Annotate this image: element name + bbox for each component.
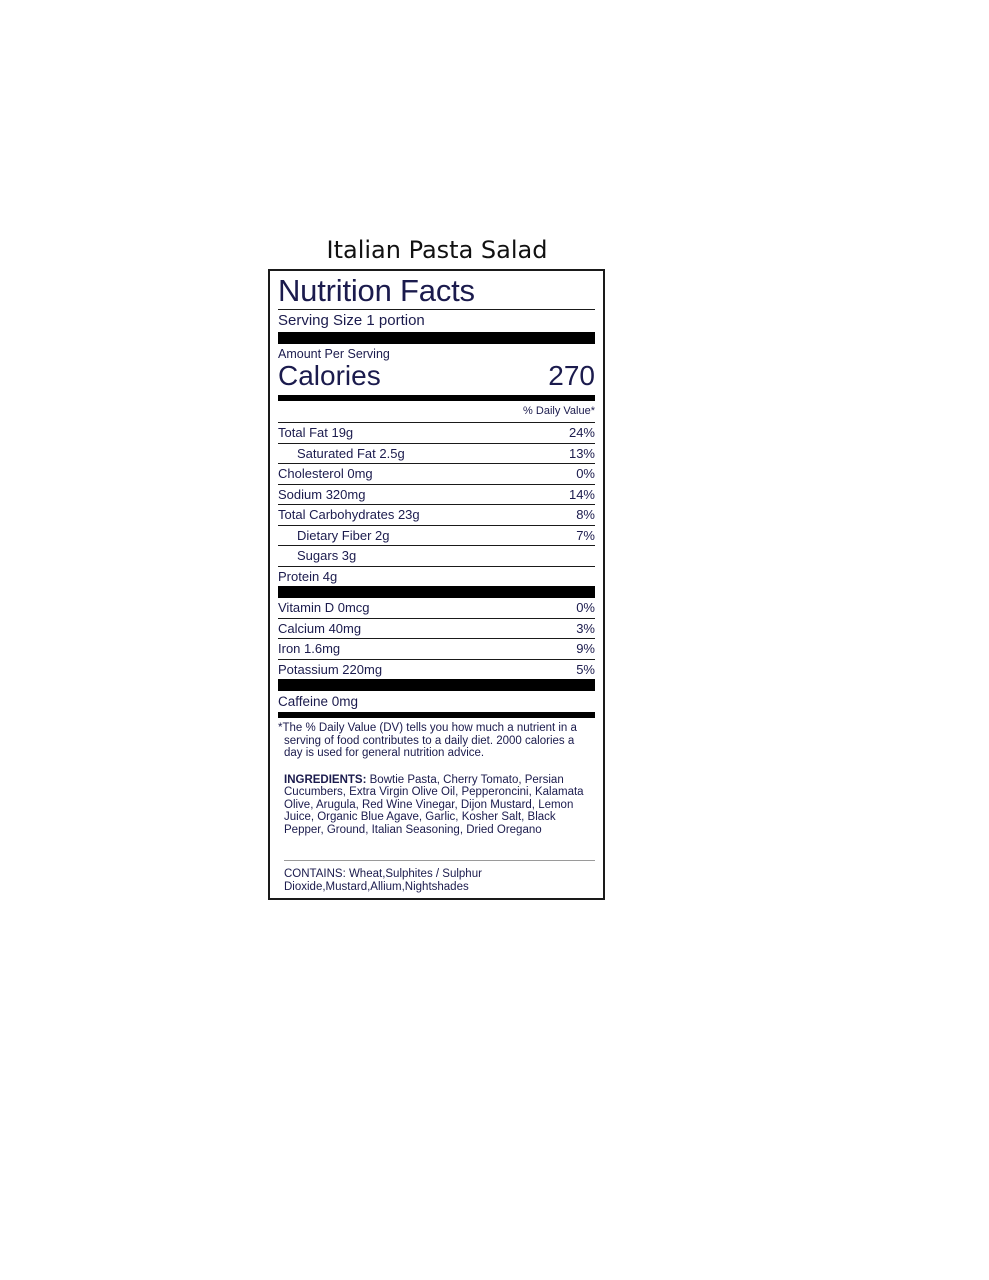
serving-size: Serving Size 1 portion [278, 312, 425, 329]
nutrient-label: Saturated Fat 2.5g [297, 445, 405, 461]
ingredients-text: Bowtie Pasta, Cherry Tomato, Persian Cucumbers, Extra Virgin Olive Oil, Pepperoncini, Kalamata Olive, Arugula, Red Wine Vinegar, Dijon Mustard, Lemon Juice, Organic Blue Agave, Garlic, Kosher Salt, Black Pepper, Ground, Italian Seasoning, Dried Oregano [284, 773, 584, 836]
nutrient-dv: 14% [568, 486, 595, 502]
vitamin-label: Potassium 220mg [278, 661, 383, 677]
nutrient-dv: 13% [568, 445, 595, 461]
vitamin-dv: 5% [576, 661, 595, 677]
nutrient-label: Sugars 3g [297, 548, 357, 564]
caffeine: Caffeine 0mg [278, 694, 359, 709]
vitamin-row [278, 659, 595, 680]
nutrient-label: Total Fat 19g [278, 425, 354, 441]
daily-value-header: % Daily Value* [523, 405, 595, 417]
nutrient-label: Sodium 320mg [278, 486, 366, 502]
nutrient-row [278, 422, 595, 443]
vitamin-label: Vitamin D 0mcg [278, 600, 370, 616]
vitamin-dv: 0% [576, 600, 595, 616]
nutrient-row [278, 545, 595, 566]
calories-row [278, 361, 595, 391]
vitamin-dv: 9% [576, 641, 595, 657]
nutrient-label: Total Carbohydrates 23g [278, 507, 420, 523]
thick-divider [278, 679, 595, 691]
vitamin-row [278, 618, 595, 639]
thick-divider [278, 332, 595, 344]
nutrition-label [268, 269, 605, 900]
nutrient-row [278, 463, 595, 484]
daily-value-footnote: *The % Daily Value (DV) tells you how much a nutrient in a serving of food contributes to a daily diet. 2000 calories a day is used for general nutrition advice. [278, 722, 577, 759]
divider [284, 860, 595, 861]
calories-value: 270 [548, 360, 595, 391]
vitamin-dv: 3% [576, 620, 595, 636]
nutrient-row [278, 504, 595, 525]
nutrient-dv: 8% [576, 507, 595, 523]
nutrient-dv: 0% [576, 466, 595, 482]
ingredients [278, 774, 595, 837]
vitamin-row [278, 638, 595, 659]
vitamin-label: Iron 1.6mg [278, 641, 341, 657]
nutrient-row [278, 443, 595, 464]
vitamin-row [278, 598, 595, 618]
vitamin-label: Calcium 40mg [278, 620, 362, 636]
ingredients-heading: INGREDIENTS: [284, 773, 367, 786]
nutrient-row [278, 566, 595, 587]
amount-per-serving: Amount Per Serving [278, 347, 390, 361]
product-title: Italian Pasta Salad [326, 236, 548, 264]
nutrition-facts-title: Nutrition Facts [278, 273, 475, 308]
medium-divider [278, 712, 595, 718]
calories-label: Calories [278, 360, 381, 391]
nutrient-row [278, 484, 595, 505]
nutrient-dv: 24% [568, 425, 595, 441]
nutrient-row [278, 525, 595, 546]
nutrient-label: Protein 4g [278, 568, 338, 584]
allergen-contains: CONTAINS: Wheat,Sulphites / Sulphur Dioxide,Mustard,Allium,Nightshades [284, 868, 482, 893]
thick-divider [278, 586, 595, 598]
nutrient-label: Dietary Fiber 2g [297, 527, 390, 543]
nutrient-dv: 7% [576, 527, 595, 543]
nutrient-label: Cholesterol 0mg [278, 466, 373, 482]
